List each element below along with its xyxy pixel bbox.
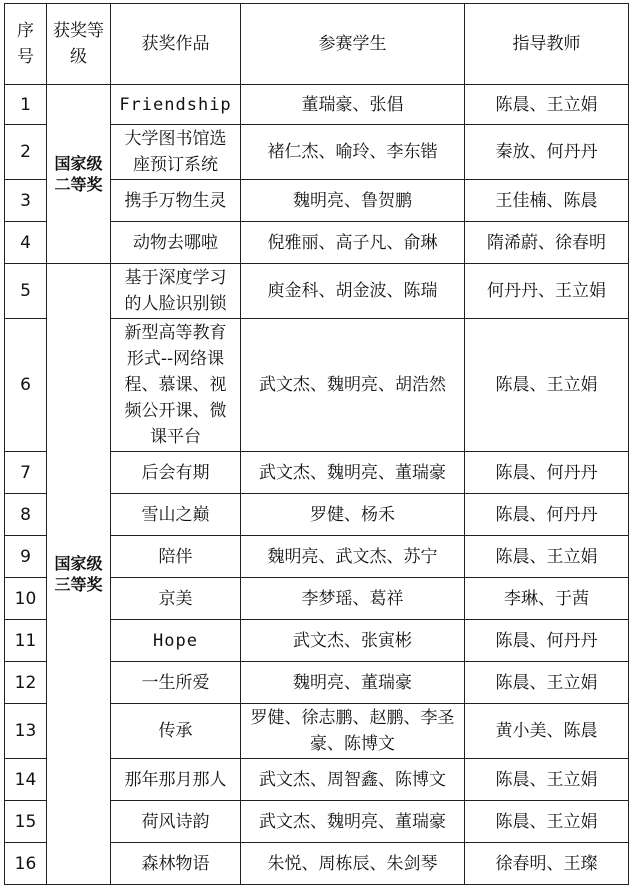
level-second-prize: 国家级二等奖 xyxy=(47,85,111,264)
row-teachers: 陈晨、王立娟 xyxy=(465,85,629,125)
row-index: 15 xyxy=(5,801,47,843)
level-third-prize: 国家级三等奖 xyxy=(47,264,111,885)
row-index: 7 xyxy=(5,452,47,494)
row-students: 罗健、杨禾 xyxy=(241,494,465,536)
row-teachers: 李琳、于茜 xyxy=(465,578,629,620)
row-work: 雪山之巅 xyxy=(111,494,241,536)
header-index: 序号 xyxy=(5,4,47,85)
row-students: 武文杰、周智鑫、陈博文 xyxy=(241,759,465,801)
row-index: 3 xyxy=(5,180,47,222)
row-work: 后会有期 xyxy=(111,452,241,494)
row-work: Hope xyxy=(111,620,241,662)
row-work: 森林物语 xyxy=(111,843,241,885)
row-index: 4 xyxy=(5,222,47,264)
row-students: 董瑞豪、张倡 xyxy=(241,85,465,125)
row-teachers: 陈晨、何丹丹 xyxy=(465,620,629,662)
row-work: 大学图书馆选座预订系统 xyxy=(111,125,241,180)
row-students: 武文杰、张寅彬 xyxy=(241,620,465,662)
row-work: 一生所爱 xyxy=(111,662,241,704)
row-work: Friendship xyxy=(111,85,241,125)
row-teachers: 王佳楠、陈晨 xyxy=(465,180,629,222)
row-index: 14 xyxy=(5,759,47,801)
row-index: 10 xyxy=(5,578,47,620)
row-teachers: 徐春明、王璨 xyxy=(465,843,629,885)
row-work: 荷风诗韵 xyxy=(111,801,241,843)
header-row xyxy=(5,4,629,85)
row-teachers: 陈晨、王立娟 xyxy=(465,662,629,704)
row-teachers: 陈晨、王立娟 xyxy=(465,759,629,801)
table-row xyxy=(5,264,629,319)
row-teachers: 陈晨、王立娟 xyxy=(465,801,629,843)
row-index: 2 xyxy=(5,125,47,180)
row-index: 6 xyxy=(5,319,47,452)
row-index: 1 xyxy=(5,85,47,125)
row-teachers: 陈晨、王立娟 xyxy=(465,536,629,578)
awards-table xyxy=(4,3,629,885)
row-teachers: 隋浠蔚、徐春明 xyxy=(465,222,629,264)
header-teachers: 指导教师 xyxy=(465,4,629,85)
row-index: 9 xyxy=(5,536,47,578)
row-students: 魏明亮、鲁贺鹏 xyxy=(241,180,465,222)
row-teachers: 黄小美、陈晨 xyxy=(465,704,629,759)
row-students: 罗健、徐志鹏、赵鹏、李圣豪、陈博文 xyxy=(241,704,465,759)
header-students: 参赛学生 xyxy=(241,4,465,85)
row-index: 11 xyxy=(5,620,47,662)
row-teachers: 陈晨、王立娟 xyxy=(465,319,629,452)
row-work: 那年那月那人 xyxy=(111,759,241,801)
row-students: 李梦瑶、葛祥 xyxy=(241,578,465,620)
table-row xyxy=(5,85,629,125)
row-index: 5 xyxy=(5,264,47,319)
row-work: 携手万物生灵 xyxy=(111,180,241,222)
header-level: 获奖等级 xyxy=(47,4,111,85)
row-students: 庾金科、胡金波、陈瑞 xyxy=(241,264,465,319)
row-work: 动物去哪啦 xyxy=(111,222,241,264)
row-students: 魏明亮、武文杰、苏宁 xyxy=(241,536,465,578)
row-teachers: 陈晨、何丹丹 xyxy=(465,494,629,536)
row-students: 朱悦、周栋辰、朱剑琴 xyxy=(241,843,465,885)
row-work: 新型高等教育形式--网络课程、慕课、视频公开课、微课平台 xyxy=(111,319,241,452)
row-work: 传承 xyxy=(111,704,241,759)
row-index: 8 xyxy=(5,494,47,536)
row-students: 倪雅丽、高子凡、俞琳 xyxy=(241,222,465,264)
row-teachers: 陈晨、何丹丹 xyxy=(465,452,629,494)
row-work: 基于深度学习的人脸识别锁 xyxy=(111,264,241,319)
row-work: 京美 xyxy=(111,578,241,620)
row-index: 12 xyxy=(5,662,47,704)
row-students: 武文杰、魏明亮、胡浩然 xyxy=(241,319,465,452)
row-teachers: 何丹丹、王立娟 xyxy=(465,264,629,319)
row-students: 武文杰、魏明亮、董瑞豪 xyxy=(241,452,465,494)
row-teachers: 秦放、何丹丹 xyxy=(465,125,629,180)
row-students: 魏明亮、董瑞豪 xyxy=(241,662,465,704)
row-work: 陪伴 xyxy=(111,536,241,578)
row-index: 13 xyxy=(5,704,47,759)
row-index: 16 xyxy=(5,843,47,885)
row-students: 褚仁杰、喻玲、李东锴 xyxy=(241,125,465,180)
row-students: 武文杰、魏明亮、董瑞豪 xyxy=(241,801,465,843)
header-work: 获奖作品 xyxy=(111,4,241,85)
